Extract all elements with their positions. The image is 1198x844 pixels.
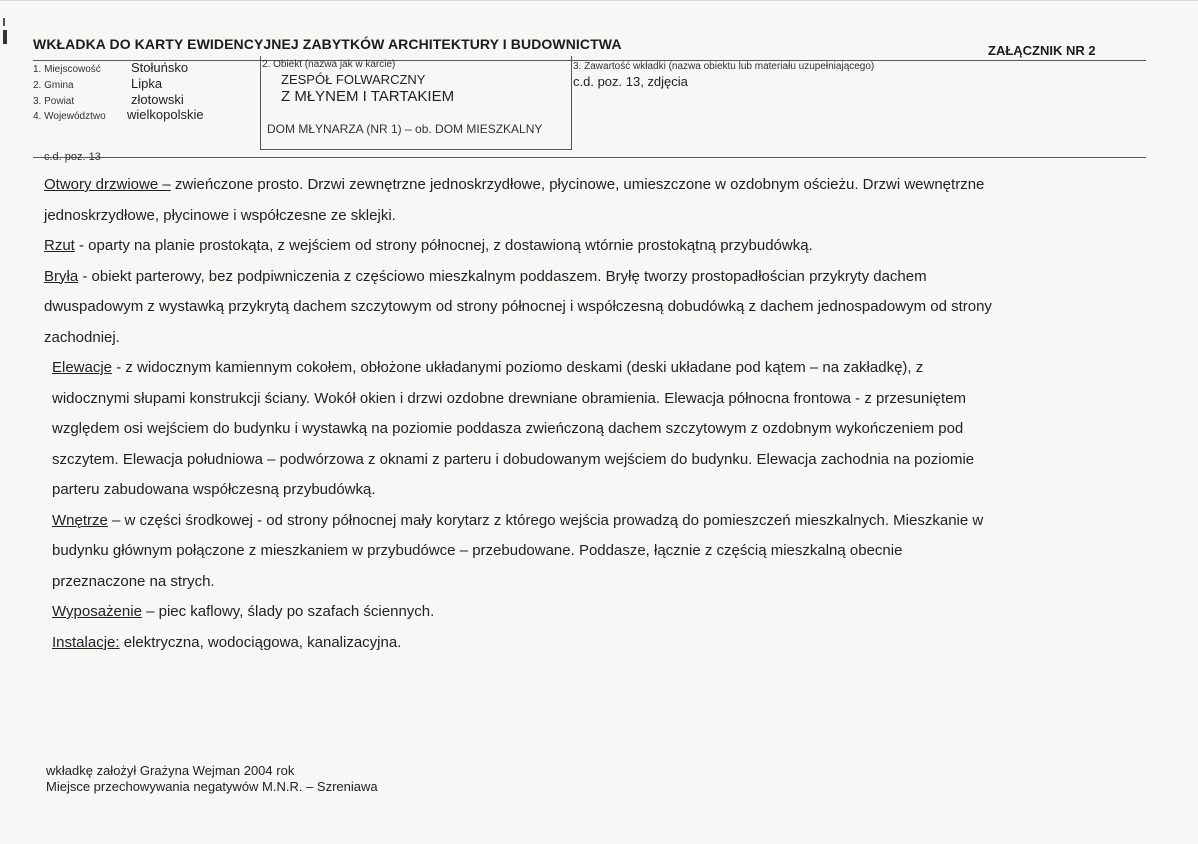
- bryla-paragraph-end: zachodniej.: [44, 328, 120, 346]
- author-line: wkładkę założył Grażyna Wejman 2004 rok: [46, 763, 295, 778]
- zawartosc-value: c.d. poz. 13, zdjęcia: [573, 74, 688, 89]
- scan-edge-mark: [3, 18, 5, 26]
- zawartosc-label: 3. Zawartość wkładki (nazwa obiektu lub materiału uzupełniającego): [573, 61, 875, 72]
- wnetrze-paragraph-end: przeznaczone na strych.: [52, 572, 215, 590]
- scan-edge-mark: [3, 30, 7, 44]
- powiat-label: 3. Powiat: [33, 96, 75, 107]
- otwory-heading: Otwory drzwiowe –: [44, 176, 171, 193]
- gmina-label: 2. Gmina: [33, 80, 74, 91]
- instalacje-paragraph: [44, 628, 1154, 659]
- wnetrze-heading: Wnętrze: [52, 511, 108, 529]
- annex-number: ZAŁĄCZNIK NR 2: [988, 43, 1096, 58]
- continuation-label: c.d. poz. 13: [44, 151, 101, 163]
- otwory-paragraph-cont: jednoskrzydłowe, płycinowe i współczesne ze sklejki.: [44, 206, 396, 224]
- elewacje-paragraph-cont: widocznymi słupami konstrukcji ściany. Wokół okien i drzwi ozdobne drewniane obramienia. Elewacja północna frontowa - z przesuniętem: [52, 389, 967, 407]
- rzut-heading: Rzut: [44, 237, 75, 254]
- obiekt-line-1: ZESPÓŁ FOLWARCZNY: [281, 72, 426, 87]
- otwory-text: zwieńczone prosto. Drzwi zewnętrzne jednoskrzydłowe, płycinowe, umieszczone w ozdobnym ościeżu. Drzwi wewnętrzne: [170, 176, 985, 193]
- header-bottom-line: [33, 157, 1146, 158]
- wyposazenie-heading: Wyposażenie: [52, 603, 142, 620]
- document-title: WKŁADKA DO KARTY EWIDENCYJNEJ ZABYTKÓW ARCHITEKTURY I BUDOWNICTWA: [33, 36, 622, 52]
- bryla-text: - obiekt parterowy, bez podpiwniczenia z częściowo mieszkalnym poddaszem. Bryłę tworzy prostopadłościan przykryty dachem: [78, 267, 927, 285]
- wyposazenie-paragraph: [44, 597, 1154, 628]
- elewacje-paragraph: [44, 353, 1154, 384]
- wnetrze-paragraph-cont: budynku głównym połączone z mieszkaniem w przybudówce – przebudowane. Poddasze, łącznie z częścią mieszkalną obecnie: [52, 542, 903, 559]
- elewacje-heading: Elewacje: [52, 359, 113, 376]
- miejscowosc-label: 1. Miejscowość: [33, 64, 101, 75]
- wnetrze-text: – w części środkowej - od strony północnej mały korytarz z którego wejścia prowadzą do pomieszczeń mieszkalnych. Mieszkanie w: [107, 511, 984, 529]
- wyposazenie-text: – piec kaflowy, ślady po szafach ściennych.: [141, 603, 435, 620]
- bryla-heading: Bryła: [44, 267, 79, 285]
- elewacje-paragraph-cont: względem osi wejściem do budynku i wystawką na poziomie poddasza zwieńczoną dachem szczytowym z ozdobnym wykończeniem pod: [52, 420, 964, 437]
- instalacje-text: elektryczna, wodociągowa, kanalizacyjna.: [119, 633, 402, 651]
- header-box-bottom: [260, 149, 572, 150]
- obiekt-line-3: DOM MŁYNARZA (NR 1) – ob. DOM MIESZKALNY: [267, 122, 543, 136]
- elewacje-paragraph-end: parteru zabudowana współczesną przybudówką.: [52, 481, 376, 498]
- obiekt-label: 2. Obiekt (nazwa jak w karcie): [262, 59, 396, 70]
- powiat-value: złotowski: [131, 92, 184, 107]
- instalacje-heading: Instalacje:: [52, 633, 120, 651]
- elewacje-text: - z widocznym kamiennym cokołem, obłożone układanymi poziomo deskami (deski układane pod kątem – na zakładkę), z: [112, 359, 924, 376]
- bryla-paragraph: [44, 262, 1154, 293]
- header-divider-2: [571, 56, 572, 150]
- rzut-text: - oparty na planie prostokąta, z wejściem od strony północnej, z dostawioną wtórnie prostokątną przybudówką.: [74, 237, 813, 254]
- miejscowosc-value: Stołuńsko: [131, 60, 189, 75]
- elewacje-paragraph-cont: szczytem. Elewacja południowa – podwórzowa z oknami z parteru i dobudowanym wejściem do budynku. Elewacja zachodnia na poziomie: [52, 450, 975, 468]
- gmina-value: Lipka: [131, 76, 163, 91]
- negatives-location: Miejsce przechowywania negatywów M.N.R. – Szreniawa: [46, 779, 378, 794]
- wnetrze-paragraph: [44, 506, 1154, 537]
- rzut-paragraph: [44, 231, 1154, 262]
- bryla-paragraph-cont: dwuspadowym z wystawką przykrytą dachem szczytowym od strony północnej i współczesną dobudówką z dachem jednospadowym od strony: [44, 298, 992, 315]
- description-body: [44, 170, 1154, 658]
- wojewodztwo-value: wielkopolskie: [127, 107, 204, 122]
- otwory-paragraph: [44, 170, 1154, 201]
- wojewodztwo-label: 4. Województwo: [33, 111, 106, 122]
- obiekt-line-2: Z MŁYNEM I TARTAKIEM: [281, 88, 455, 105]
- header-divider-1: [260, 56, 261, 150]
